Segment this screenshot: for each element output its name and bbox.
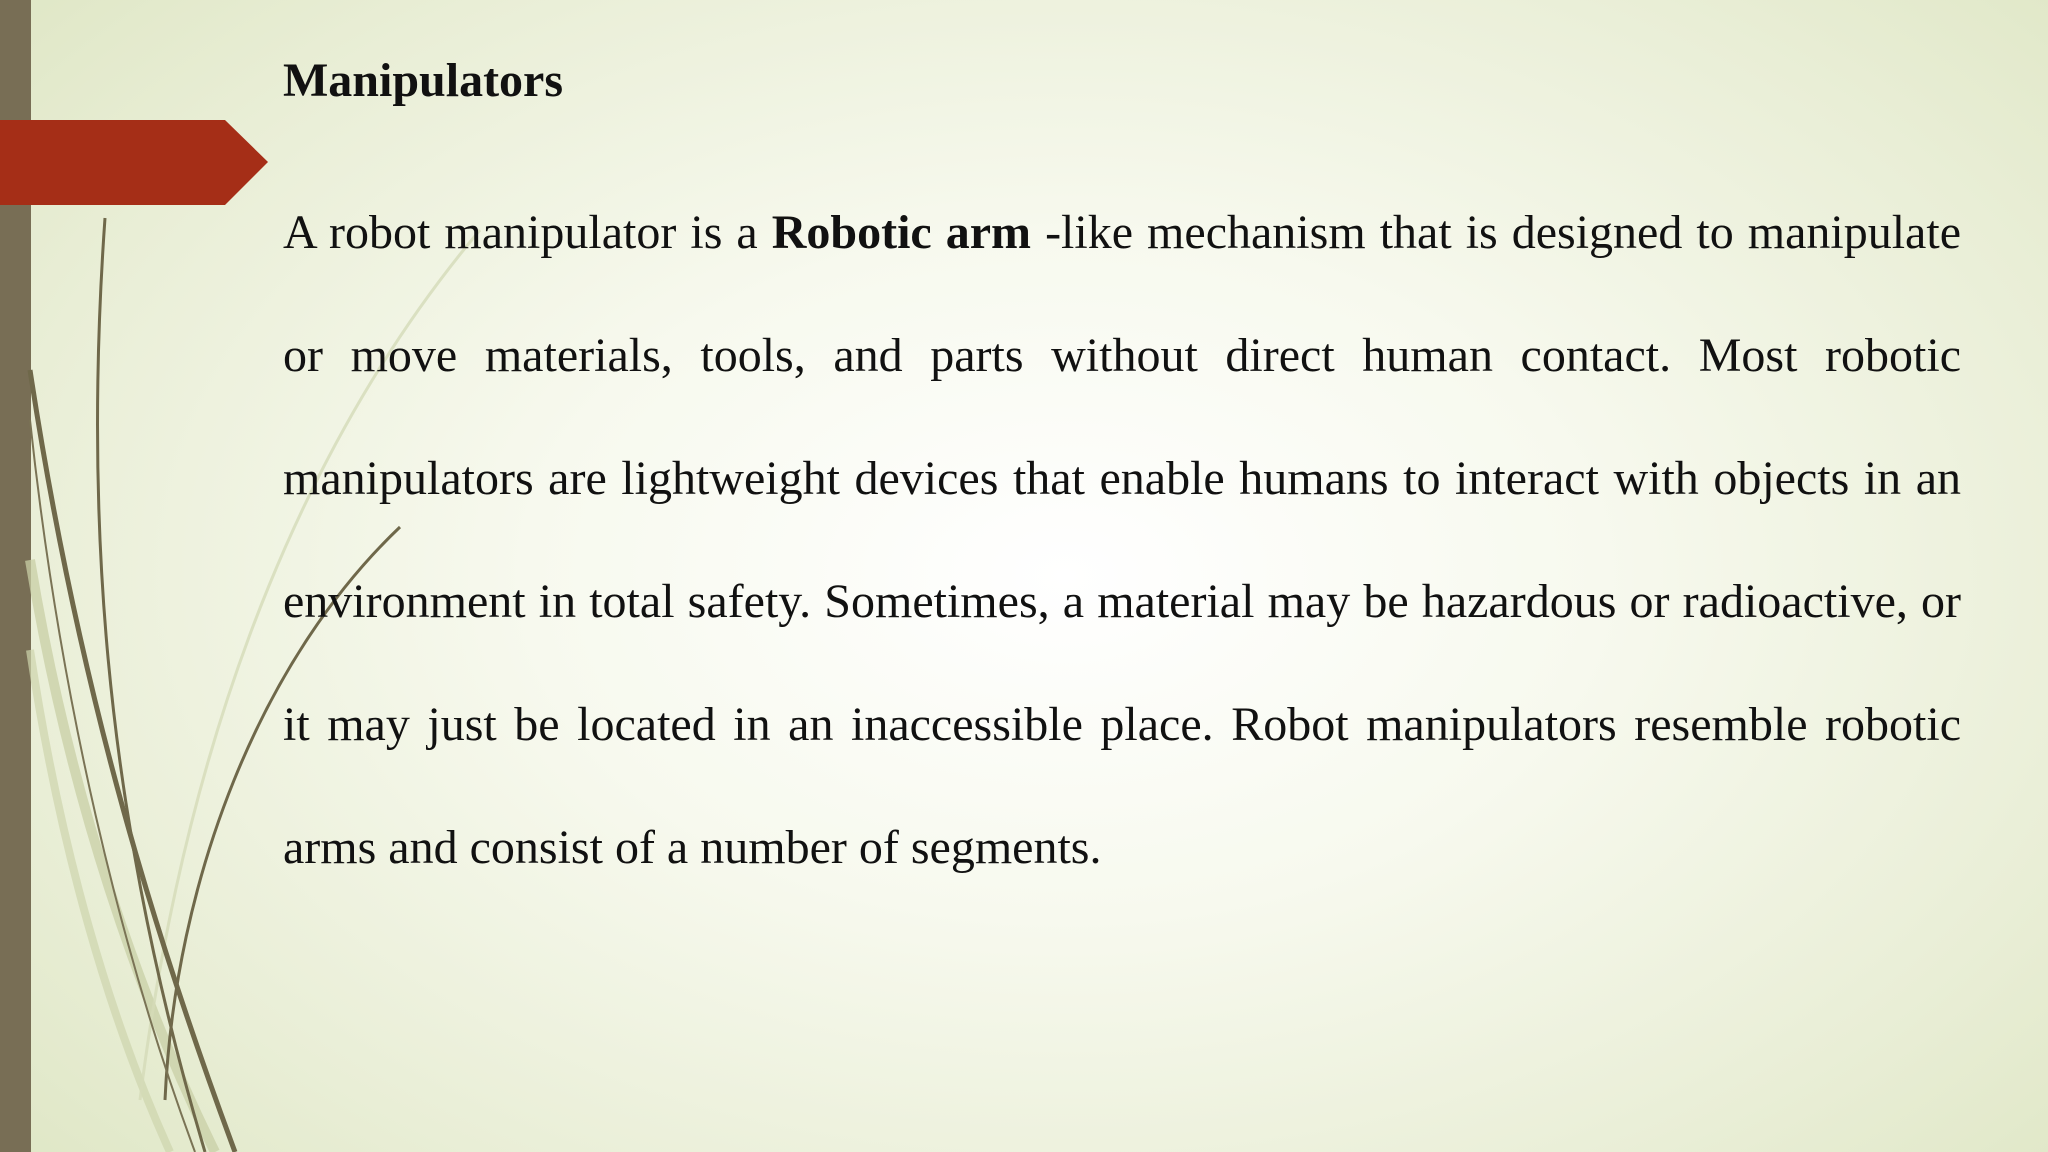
paragraph-bold-term: Robotic arm xyxy=(771,206,1032,259)
paragraph-text-start: A robot manipulator is a xyxy=(283,206,772,259)
paragraph-text-rest: -like mechanism that is designed to manipulate or move materials, tools, and parts without direct human contact. Most robotic manipulators are lightweight devices that enable humans to interact with objects in an environment in total safety. Sometimes, a material may be hazardous or radioactive, or it may just be located in an inaccessible place. Robot manipulators resemble robotic arms and consist of a number of segments. xyxy=(283,206,1962,874)
slide-title: Manipulators xyxy=(283,54,564,107)
slide-body-paragraph xyxy=(283,171,1961,909)
